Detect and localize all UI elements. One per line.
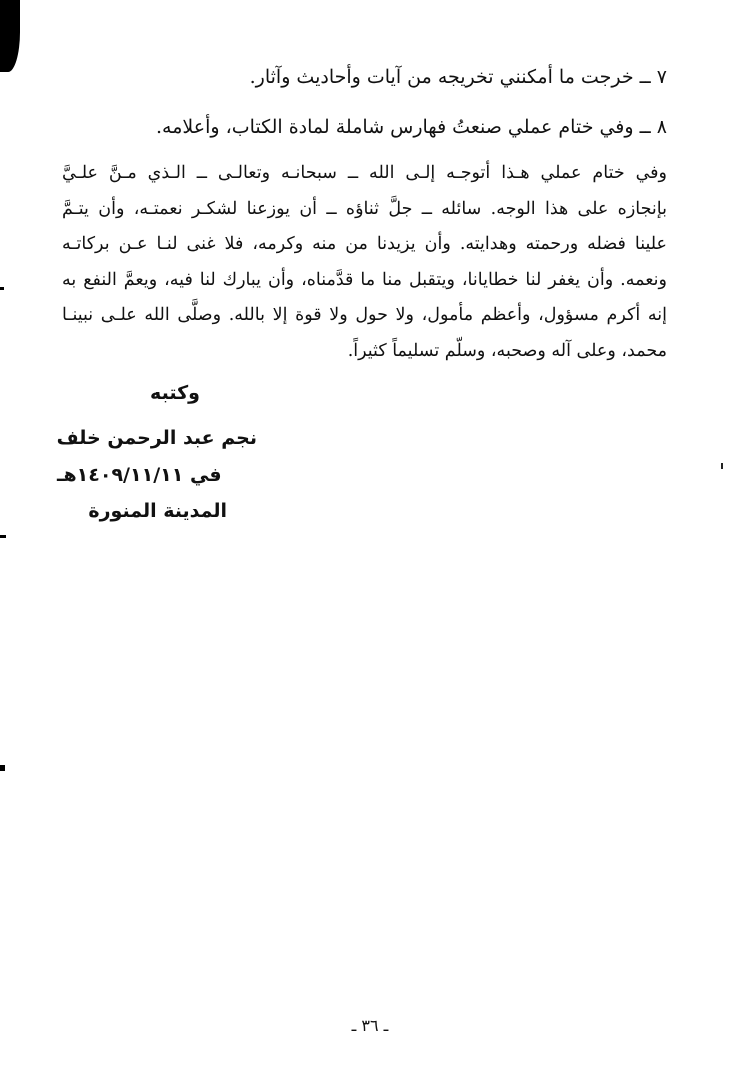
signature-city: المدينة المنورة (88, 500, 227, 522)
paragraph-line: ونعمه. وأن يغفر لنا خطايانا، ويتقبل منا ما قدَّمناه، وأن يبارك لنا فيه، ويعمَّ النفع به (62, 269, 667, 290)
paragraph-line: محمد، وعلى آله وصحبه، وسلّم تسليماً كثيراً. (347, 340, 667, 361)
signature-date: في ١٤٠٩/١١/١١هـ (57, 464, 222, 486)
paragraph-line: علينا فضله ورحمته وهدايته. وأن يزيدنا من منه وكرمه، فلا غنى لنـا عـن بركاتـه (62, 234, 667, 254)
scan-artifact-tick (0, 535, 6, 538)
list-item-8: ٨ ــ وفي ختام عملي صنعتُ فهارس شاملة لمادة الكتاب، وأعلامه. (156, 116, 667, 138)
signature-author-name: نجم عبد الرحمن خلف (56, 427, 257, 449)
scan-artifact-tick (0, 765, 5, 771)
signature-wrote-label: وكتبه (150, 382, 200, 404)
page-number: ـ ٣٦ ـ (351, 1016, 389, 1035)
scan-artifact-tick (0, 287, 4, 290)
list-item-7: ٧ ــ خرجت ما أمكنني تخريجه من آيات وأحاديث وآثار. (249, 66, 667, 88)
scan-artifact-corner (0, 0, 20, 72)
paragraph-line: وفي ختام عملي هـذا أتوجـه إلـى الله ــ سبحانـه وتعالـى ــ الـذي مـنَّ علـيَّ (62, 163, 667, 183)
paragraph-line: بإنجازه على هذا الوجه. سائله ــ جلَّ ثناؤه ــ أن يوزعنا لشكـر نعمتـه، وأن يتـمَّ (62, 198, 667, 219)
closing-paragraph (62, 156, 667, 369)
scan-artifact-dot (721, 463, 723, 469)
paragraph-line: إنه أكرم مسؤول، وأعظم مأمول، ولا حول ولا قوة إلا بالله. وصلَّى الله علـى نبينـا (62, 305, 667, 325)
